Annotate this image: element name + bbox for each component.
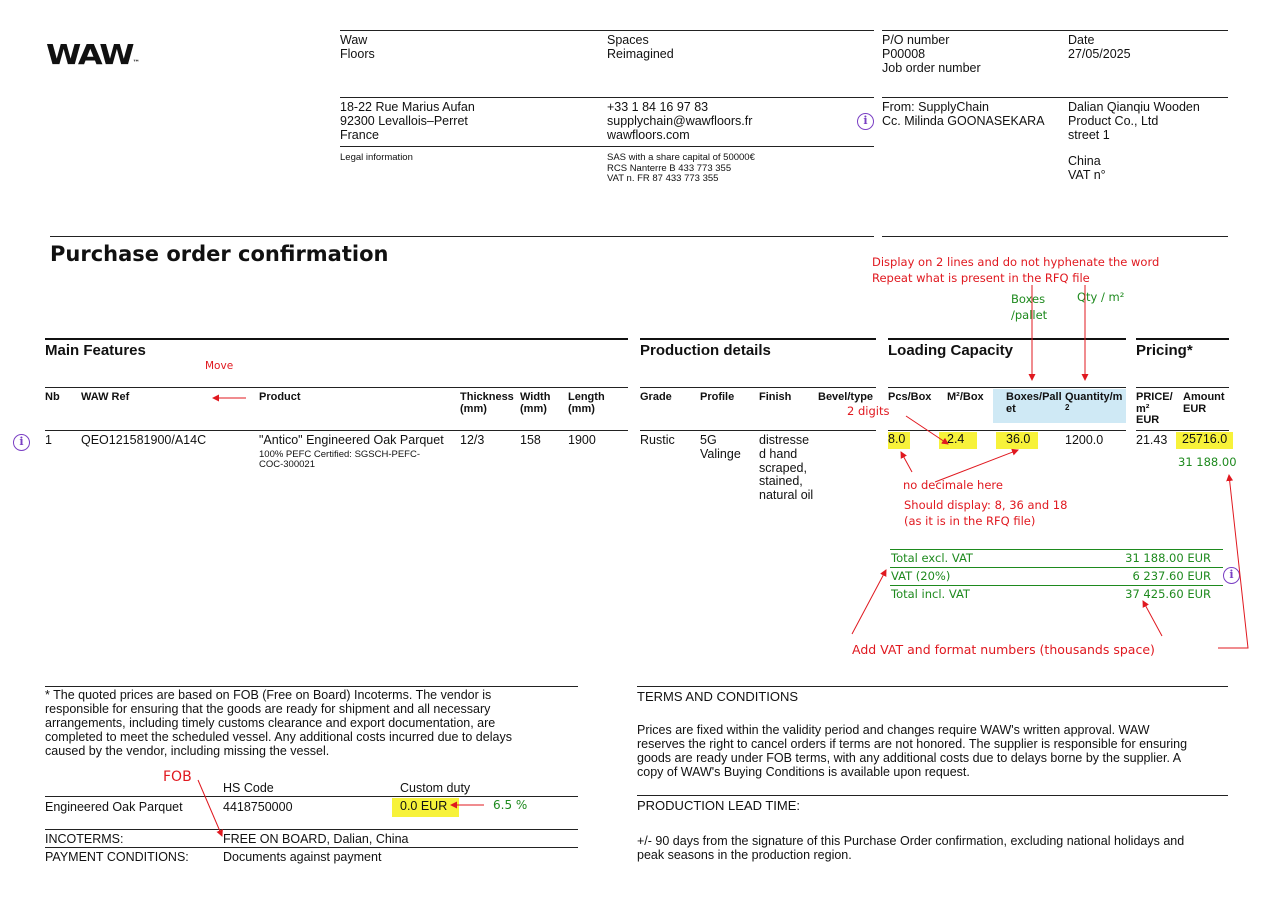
annotation-display-two-lines: Display on 2 lines and do not hyphenate the word Repeat what is present in the RFQ file xyxy=(872,255,1160,285)
annotation-amount-fixed: 31 188.00 xyxy=(1178,455,1237,469)
date-value: 27/05/2025 xyxy=(1068,46,1131,61)
row-amount: 25716.0 xyxy=(1176,432,1233,449)
col-pcs-box: Pcs/Box xyxy=(888,391,932,403)
col-product: Product xyxy=(259,391,301,403)
company-contact: +33 1 84 16 97 83 supplychain@wawfloors.fr wawfloors.com xyxy=(607,100,753,142)
row-nb: 1 xyxy=(45,433,52,447)
info-icon[interactable]: i xyxy=(857,113,874,130)
section-pricing: Pricing* xyxy=(1136,342,1193,359)
email-link[interactable]: supplychain@wawfloors.fr xyxy=(607,113,753,128)
row-price: 21.43 xyxy=(1136,433,1168,447)
annotation-no-decimal: no decimale here xyxy=(903,478,1003,492)
lead-time-title: PRODUCTION LEAD TIME: xyxy=(637,798,801,813)
terms-title: TERMS AND CONDITIONS xyxy=(637,689,799,704)
customs-product: Engineered Oak Parquet xyxy=(45,800,183,814)
col-finish: Finish xyxy=(759,391,792,403)
legal-info: SAS with a share capital of 50000€ RCS Nanterre B 433 773 355 VAT n. FR 87 433 773 355 xyxy=(607,152,755,185)
custom-duty-label: Custom duty xyxy=(400,781,471,795)
incoterms-label: INCOTERMS: xyxy=(45,832,124,846)
web-link[interactable]: wawfloors.com xyxy=(607,127,690,142)
row-waw-ref: QEO121581900/A14C xyxy=(81,433,207,447)
payment-label: PAYMENT CONDITIONS: xyxy=(45,850,189,864)
fob-footnote: * The quoted prices are based on FOB (Free on Board) Incoterms. The vendor is responsible for ensuring that the goods are ready for shipment and all necessary arrangements, including timely customs clearance and export documentation, are completed to meet the scheduled vessel. Any additional costs incurred due to delays caused by the vendor, including missing the vessel. xyxy=(45,688,512,758)
section-main-features: Main Features xyxy=(45,342,146,359)
col-length: Length (mm) xyxy=(568,391,605,415)
col-grade: Grade xyxy=(640,391,672,403)
arrow-no-decimal-pcs xyxy=(901,452,912,472)
row-width: 158 xyxy=(520,433,541,447)
waw-logo: WAW™ xyxy=(46,38,140,71)
legal-label: Legal information xyxy=(340,152,413,163)
col-nb: Nb xyxy=(45,391,60,403)
annotation-move: Move xyxy=(205,360,234,372)
row-pcs-box: 8.0 xyxy=(888,432,910,449)
total-incl-label: Total incl. VAT xyxy=(891,587,970,601)
col-m2-box: M²/Box xyxy=(947,391,984,403)
row-product: "Antico" Engineered Oak Parquet 100% PEFC Certified: SGSCH-PEFC- COC-300021 xyxy=(259,433,444,471)
arrow-vat-left xyxy=(852,570,886,634)
company-tagline: Spaces Reimagined xyxy=(607,33,674,61)
col-waw-ref: WAW Ref xyxy=(81,391,130,403)
terms-text: Prices are fixed within the validity period and changes require WAW's written approval. WAW reserves the right to cancel orders if terms are not honored. The supplier is responsible for ensuring goods are ready under FOB terms, with any additional costs due to delays borne by the supplier. A copy of WAW's Buying Conditions is available upon request. xyxy=(637,723,1188,779)
row-quantity: 1200.0 xyxy=(1065,433,1104,447)
total-incl-value: 37 425.60 EUR xyxy=(1125,587,1211,601)
hs-code-value: 4418750000 xyxy=(223,800,293,814)
arrow-amount xyxy=(1218,475,1248,648)
row-boxes-pallet: 36.0 xyxy=(996,432,1038,449)
annotation-should-display: Should display: 8, 36 and 18 (as it is in the RFQ file) xyxy=(904,498,1068,528)
from-block: From: SupplyChain Cc. Milinda GOONASEKARA xyxy=(882,100,1045,128)
company-address: 18-22 Rue Marius Aufan 92300 Levallois–Perret France xyxy=(340,100,475,142)
hs-code-label: HS Code xyxy=(223,781,274,795)
col-boxes-pallet: Boxes/Pall et xyxy=(1006,391,1062,415)
col-bevel: Bevel/type xyxy=(818,391,874,403)
incoterms-value: FREE ON BOARD, Dalian, China xyxy=(223,832,409,846)
annotation-fob: FOB xyxy=(163,769,192,785)
annotation-qty-m2: Qty / m² xyxy=(1077,290,1125,304)
payment-value: Documents against payment xyxy=(223,850,382,864)
logo-text: WAW xyxy=(46,38,133,71)
date-block: Date 27/05/2025 xyxy=(1068,33,1131,61)
row-length: 1900 xyxy=(568,433,596,447)
total-excl-label: Total excl. VAT xyxy=(891,551,973,565)
col-thickness: Thickness (mm) xyxy=(460,391,514,415)
company-name: Waw Floors xyxy=(340,33,375,61)
col-amount: Amount EUR xyxy=(1183,391,1225,415)
row-finish: distresse d hand scraped, stained, natural oil xyxy=(759,433,814,502)
vat-value: 6 237.60 EUR xyxy=(1132,569,1211,583)
section-production-details: Production details xyxy=(640,342,771,359)
col-quantity-m2: Quantity/m 2 xyxy=(1065,391,1123,412)
total-excl-value: 31 188.00 EUR xyxy=(1125,551,1211,565)
info-icon[interactable]: i xyxy=(13,434,30,451)
col-width: Width (mm) xyxy=(520,391,551,415)
annotation-add-vat: Add VAT and format numbers (thousands space) xyxy=(852,642,1155,657)
col-profile: Profile xyxy=(700,391,735,403)
row-profile: 5G Valinge xyxy=(700,433,741,461)
annotation-two-digits: 2 digits xyxy=(847,404,890,418)
custom-duty-value: 0.0 EUR xyxy=(392,798,459,817)
arrow-vat-right xyxy=(1143,601,1162,636)
po-block: P/O number P00008 Job order number xyxy=(882,33,981,75)
row-thickness: 12/3 xyxy=(460,433,485,447)
arrow-fob xyxy=(198,780,222,836)
info-icon[interactable]: i xyxy=(1223,567,1240,584)
row-grade: Rustic xyxy=(640,433,675,447)
vat-label: VAT (20%) xyxy=(891,569,951,583)
page-title: Purchase order confirmation xyxy=(50,242,389,266)
row-m2-box: 2.4 xyxy=(939,432,977,449)
lead-time-text: +/- 90 days from the signature of this Purchase Order confirmation, excluding national holidays and peak seasons in the production region. xyxy=(637,834,1185,862)
col-price: PRICE/ m² EUR xyxy=(1136,391,1173,427)
po-number: P00008 xyxy=(882,46,926,61)
annotation-duty-rate: 6.5 % xyxy=(493,798,528,812)
supplier-block: Dalian Qianqiu Wooden Product Co., Ltd street 1 China VAT n° xyxy=(1068,100,1200,182)
section-loading-capacity: Loading Capacity xyxy=(888,342,1014,359)
annotation-boxes-pallet: Boxes /pallet xyxy=(1011,292,1048,322)
